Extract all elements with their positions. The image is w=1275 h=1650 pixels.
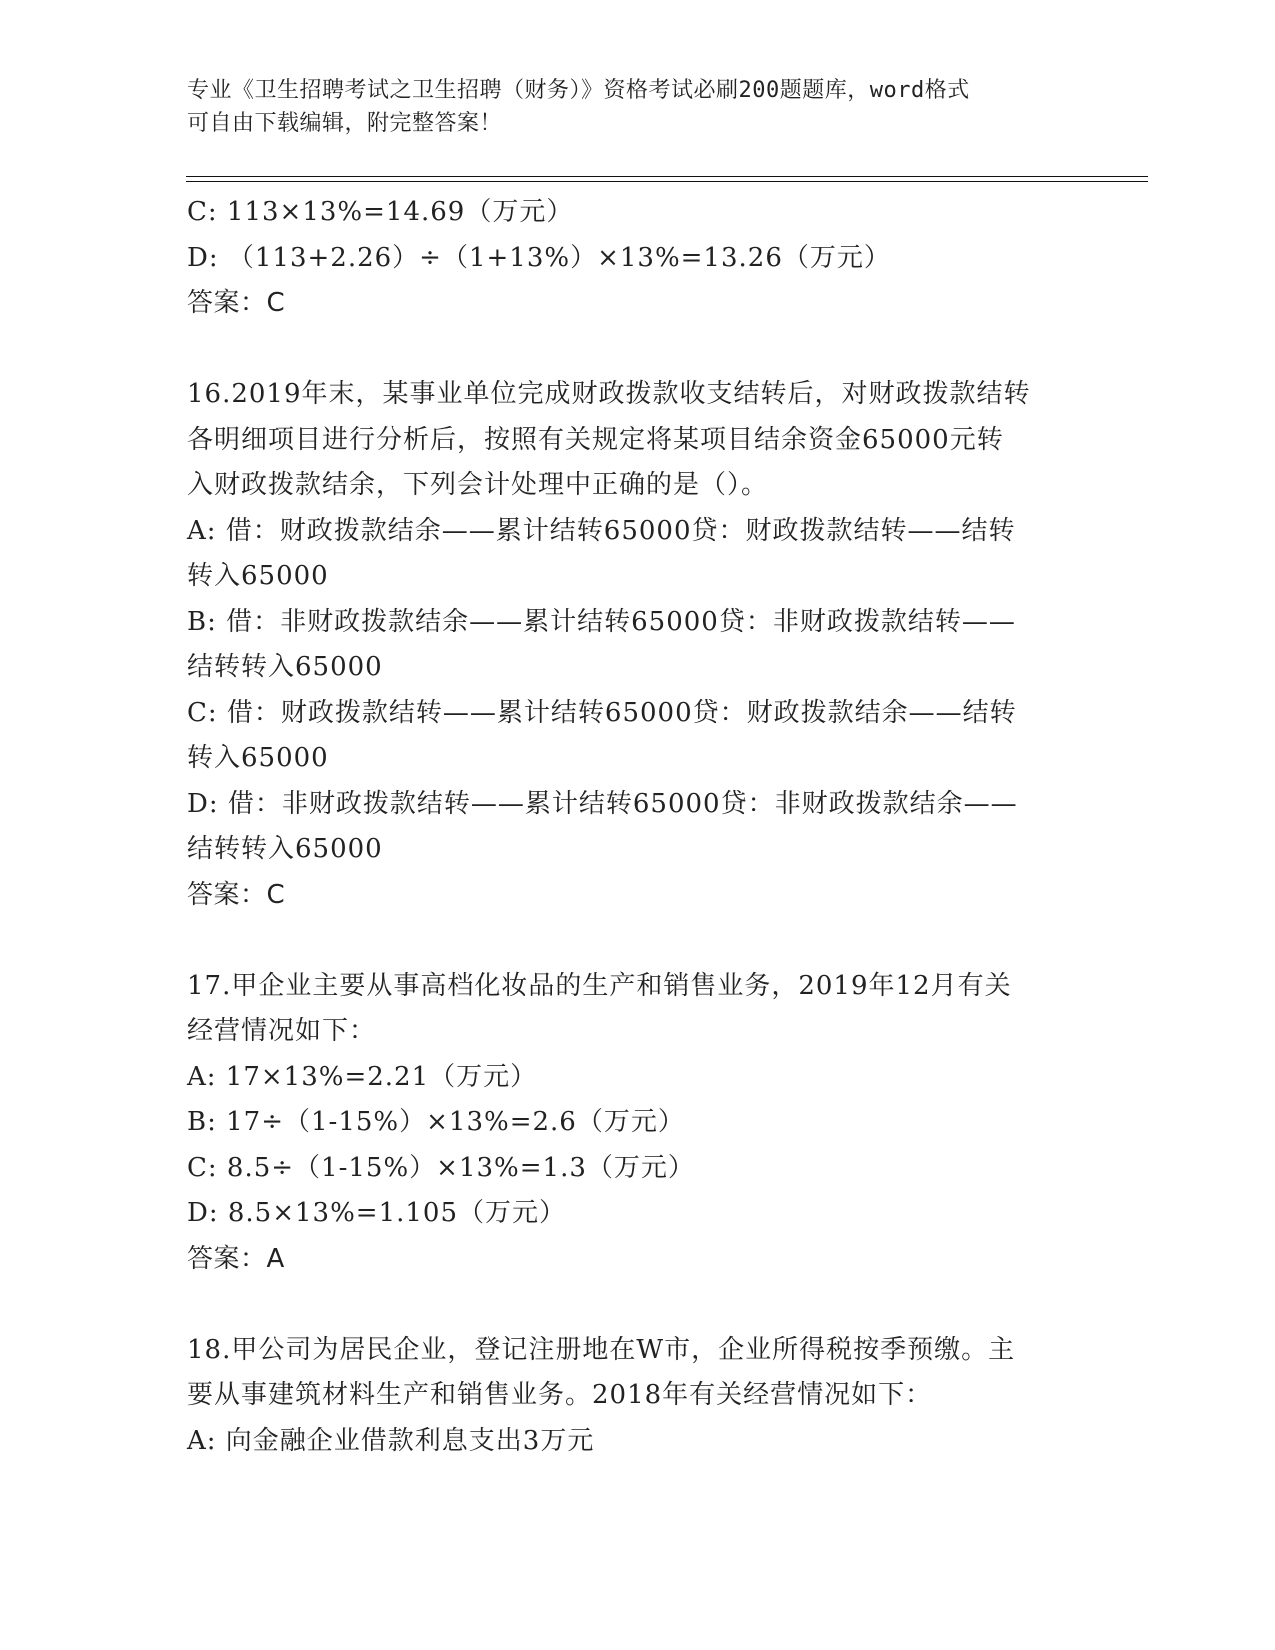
option-c: C: 借：财政拨款结转——累计结转65000贷：财政拨款结余——结转 [187, 697, 1017, 728]
option-b: B: 借：非财政拨款结余——累计结转65000贷：非财政拨款结转—— [187, 606, 1016, 637]
header-title-line-1: 专业《卫生招聘考试之卫生招聘（财务）》资格考试必刷200题题库，word格式 [187, 78, 970, 103]
spacer [187, 1282, 1087, 1328]
option-c: C: 8.5÷（1-15%）×13%=1.3（万元） [187, 1152, 695, 1183]
option-a: A: 17×13%=2.21（万元） [187, 1061, 538, 1092]
question-stem-line: 16.2019年末，某事业单位完成财政拨款收支结转后，对财政拨款结转 [187, 379, 1031, 409]
option-d: D: （113+2.26）÷（1+13%）×13%=13.26（万元） [187, 242, 891, 273]
answer-line: 答案：C [187, 288, 286, 318]
header-title-line-2: 可自由下载编辑，附完整答案！ [187, 111, 503, 136]
question-16 [187, 372, 1087, 918]
question-stem-line: 17.甲企业主要从事高档化妆品的生产和销售业务，2019年12月有关 [187, 970, 1012, 1001]
document-body [187, 190, 1087, 1464]
question-stem-line: 各明细项目进行分析后，按照有关规定将某项目结余资金65000元转 [187, 424, 1004, 455]
question-18 [187, 1328, 1087, 1465]
option-d: D: 借：非财政拨款结转——累计结转65000贷：非财政拨款结余—— [187, 788, 1018, 819]
option-c-cont: 转入65000 [187, 743, 329, 773]
option-c: C: 113×13%=14.69（万元） [187, 197, 574, 227]
question-stem-line: 要从事建筑材料生产和销售业务。2018年有关经营情况如下： [187, 1380, 933, 1410]
option-d-cont: 结转转入65000 [187, 834, 383, 864]
option-a: A: 向金融企业借款利息支出3万元 [187, 1425, 595, 1456]
option-a: A: 借：财政拨款结余——累计结转65000贷：财政拨款结转——结转 [187, 515, 1016, 546]
spacer [187, 918, 1087, 964]
header-divider [186, 176, 1148, 182]
option-b-cont: 结转转入65000 [187, 652, 383, 682]
spacer [187, 327, 1087, 373]
answer-line: 答案：C [187, 879, 286, 910]
answer-line: 答案：A [187, 1243, 285, 1274]
option-b: B: 17÷（1-15%）×13%=2.6（万元） [187, 1107, 685, 1137]
option-a-cont: 转入65000 [187, 561, 329, 591]
option-d: D: 8.5×13%=1.105（万元） [187, 1198, 567, 1228]
question-17 [187, 964, 1087, 1283]
question-stem-line: 18.甲公司为居民企业，登记注册地在W市，企业所得税按季预缴。主 [187, 1334, 1016, 1365]
question-stem-line: 入财政拨款结余，下列会计处理中正确的是（）。 [187, 470, 769, 500]
document-header [187, 74, 1067, 140]
question-15-tail [187, 190, 1087, 327]
question-stem-line: 经营情况如下： [187, 1016, 377, 1046]
